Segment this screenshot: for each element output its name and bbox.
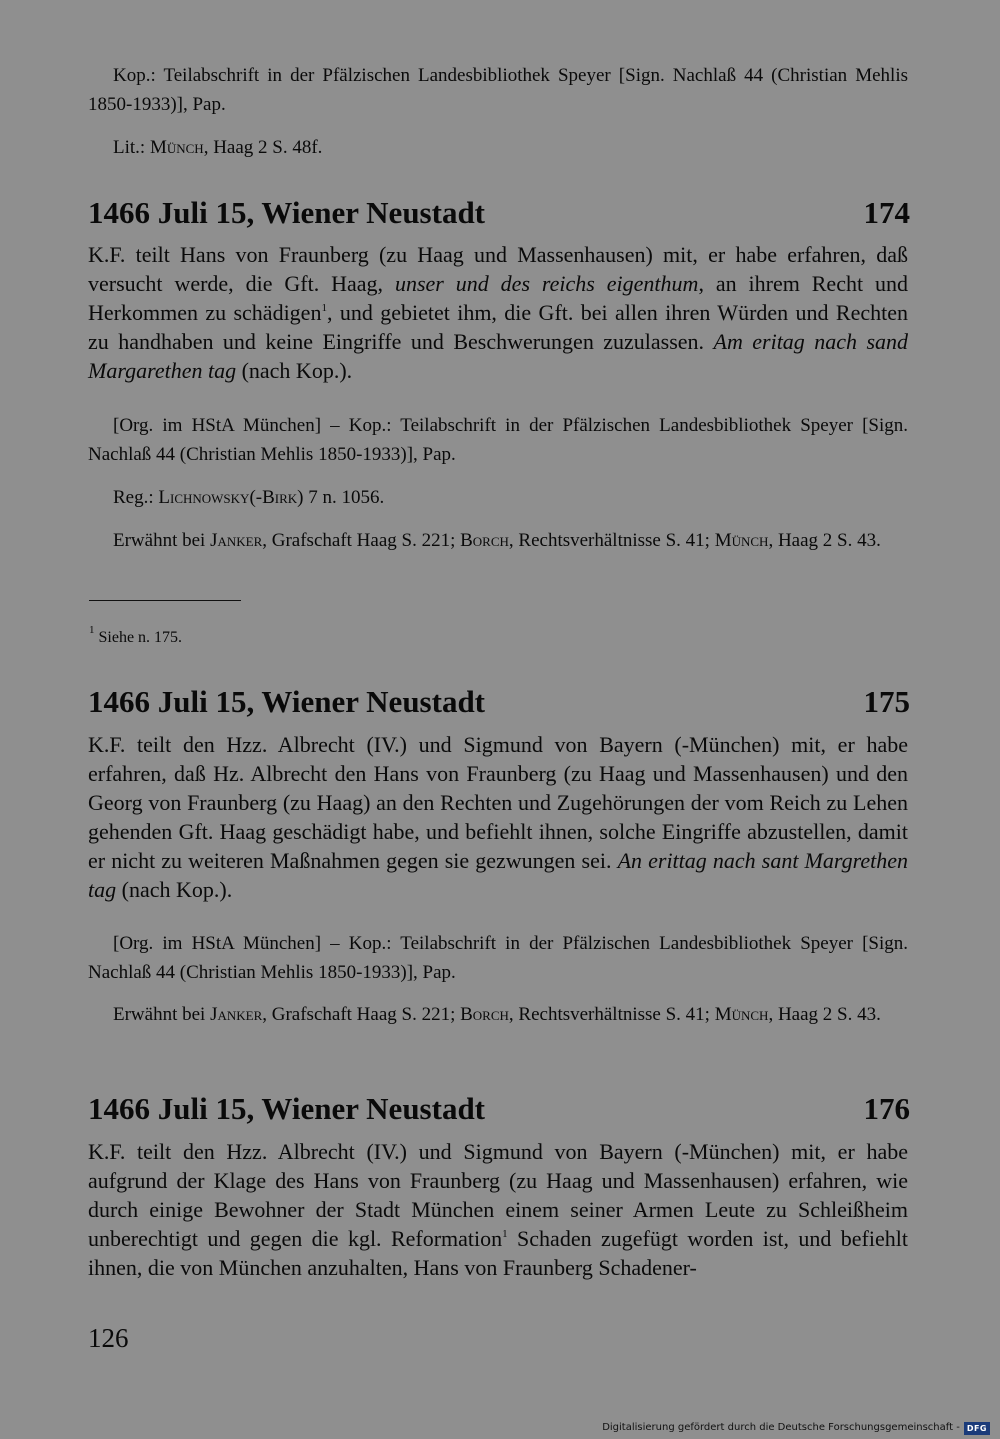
top-lit-note: Lit.: Münch, Haag 2 S. 48f. [113, 137, 323, 158]
entry-heading-175 [88, 684, 910, 720]
footnote-marker: 1 [89, 624, 95, 636]
credit-text: Digitalisierung gefördert durch die Deutsche Forschungsgemeinschaft - [602, 1422, 960, 1433]
footnote-divider [89, 600, 241, 601]
entry-heading-176 [88, 1091, 910, 1127]
entry-number: 174 [863, 195, 910, 230]
top-kop-note [88, 62, 908, 119]
author-name: Lichnowsky(-Birk) [158, 487, 304, 508]
reg-note-174: Reg.: Lichnowsky(-Birk) 7 n. 1056. [113, 487, 385, 508]
page-number: 126 [88, 1323, 129, 1353]
entry-heading-174 [88, 195, 910, 231]
digitization-credit [602, 1421, 990, 1435]
footnote-ref: 1 [321, 302, 327, 314]
author-name: Janker [210, 530, 263, 551]
author-name: Münch [714, 1004, 769, 1025]
org-note-175: [Org. im HStA München] – Kop.: Teilabschrift in der Pfälzischen Landesbibliothek Speyer [Sign. Nachlaß 44 (Christian Mehlis 1850-1933)], Pap. [88, 933, 908, 983]
entry-body-175: K.F. teilt den Hzz. Albrecht (IV.) und Sigmund von Bayern (-München) mit, er habe erfahren, daß Hz. Albrecht den Hans von Fraunberg (zu Haag und Massenhausen) und den Georg von Fraunberg (zu Haag) an den Rechten und Zugehörungen der vom Reich zu Lehen gehenden Gft. Haag geschädigt habe, und befiehlt ihnen, solche Eingriffe abzustellen, damit er nicht zu weiteren Maßnahmen gegen sie gezwungen sei. An erittag nach sant Margrethen tag (nach Kop.). [88, 732, 908, 902]
entry-date-place: 1466 Juli 15, Wiener Neustadt [88, 1091, 486, 1126]
author-name: Janker [210, 1004, 263, 1025]
dfg-logo-icon: DFG [964, 1422, 990, 1435]
author-name: Borch [460, 1004, 509, 1025]
author-name: Münch [149, 137, 204, 158]
footnote-ref: 1 [502, 1228, 508, 1240]
entry-number: 175 [863, 684, 910, 719]
mention-note-175: Erwähnt bei Janker, Grafschaft Haag S. 221; Borch, Rechtsverhältnisse S. 41; Münch, Haag 2 S. 43. [113, 1004, 881, 1025]
top-kop-text: Kop.: Teilabschrift in der Pfälzischen Landesbibliothek Speyer [Sign. Nachlaß 44 (Christian Mehlis 1850-1933)], Pap. [88, 65, 908, 115]
mention-note-174: Erwähnt bei Janker, Grafschaft Haag S. 221; Borch, Rechtsverhältnisse S. 41; Münch, Haag 2 S. 43. [113, 530, 881, 551]
entry-body-176: K.F. teilt den Hzz. Albrecht (IV.) und Sigmund von Bayern (-München) mit, er habe aufgrund der Klage des Hans von Fraunberg (zu Haag und Massenhausen) erfahren, wie durch einige Bewohner der Stadt München einem seiner Armen Leute zu Schleißheim unberechtigt und gegen die kgl. Reformation$^1$ Schaden zugefügt worden ist, und befiehlt ihnen, die von München anzuhalten, Hans von Fraunberg Schadener- [88, 1139, 908, 1280]
entry-number: 176 [863, 1091, 910, 1126]
author-name: Borch [460, 530, 509, 551]
entry-body-174: K.F. teilt Hans von Fraunberg (zu Haag und Massenhausen) mit, er habe erfahren, daß versucht werde, die Gft. Haag, unser und des reichs eigenthum, an ihrem Recht und Herkommen zu schädigen$^1$, und gebietet ihm, die Gft. bei allen ihren Würden und Rechten zu handhaben und keine Eingriffe und Beschwerungen zuzulassen. Am eritag nach sand Margarethen tag (nach Kop.). [88, 242, 909, 383]
org-note-174: [Org. im HStA München] – Kop.: Teilabschrift in der Pfälzischen Landesbibliothek Speyer [Sign. Nachlaß 44 (Christian Mehlis 1850-1933)], Pap. [88, 415, 908, 465]
author-name: Münch [714, 530, 769, 551]
entry-date-place: 1466 Juli 15, Wiener Neustadt [88, 195, 486, 230]
footnote: $^1$ Siehe n. 175. [89, 624, 183, 646]
entry-date-place: 1466 Juli 15, Wiener Neustadt [88, 684, 486, 719]
